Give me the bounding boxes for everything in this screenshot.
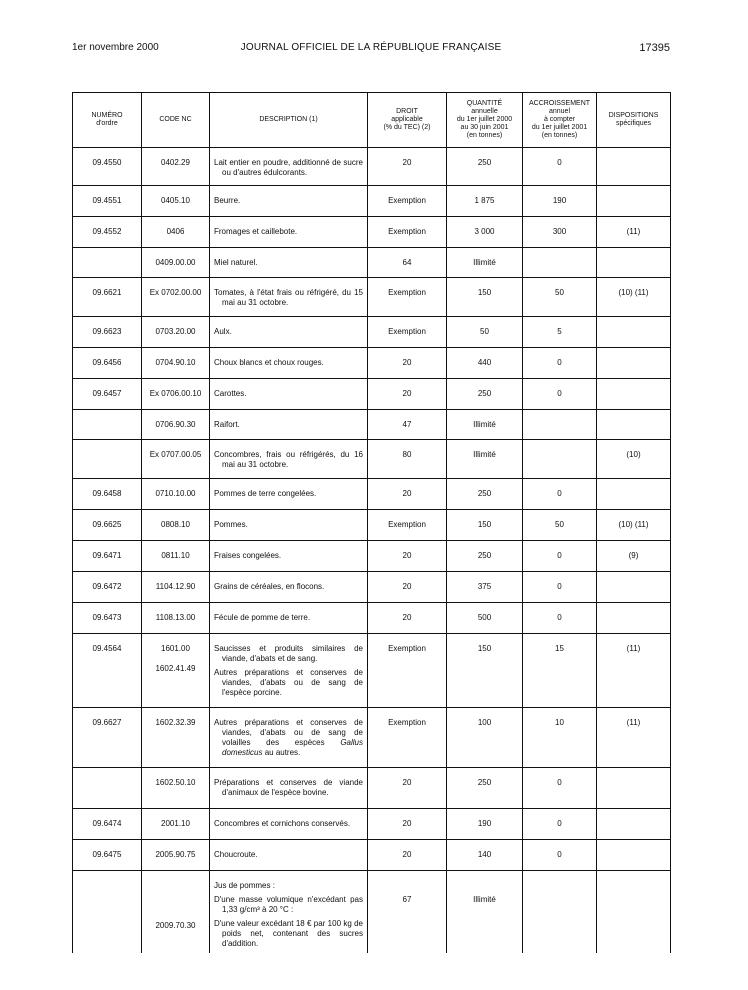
cell-quantite: 250 xyxy=(447,479,523,510)
cell-quantite: 1 875 xyxy=(447,186,523,217)
cell-description: Raifort. xyxy=(210,410,368,440)
cell-quantite: 150 xyxy=(447,634,523,708)
cell-code-nc: 0710.10.00 xyxy=(142,479,210,510)
table-row xyxy=(73,148,671,186)
cell-dispositions xyxy=(597,148,671,186)
cell-quantite: Illimité xyxy=(447,871,523,953)
column-header-description: DESCRIPTION (1) xyxy=(210,93,368,148)
cell-droit: 20 xyxy=(368,572,447,603)
cell-dispositions: (11) xyxy=(597,708,671,768)
cell-droit: 20 xyxy=(368,348,447,379)
cell-description: Beurre. xyxy=(210,186,368,217)
cell-droit: Exemption xyxy=(368,217,447,248)
cell-accroissement: 0 xyxy=(523,479,597,510)
cell-description: Choux blancs et choux rouges. xyxy=(210,348,368,379)
cell-code-nc: 1104.12.90 xyxy=(142,572,210,603)
cell-accroissement: 0 xyxy=(523,148,597,186)
header-page-number: 17395 xyxy=(639,42,670,54)
cell-numero xyxy=(73,440,142,479)
table-row xyxy=(73,871,671,953)
description-line: D'une masse volumique n'excédant pas 1,33 g/cm³ à 20 °C : xyxy=(214,895,363,914)
table-row xyxy=(73,603,671,634)
column-header-numero: NUMÉRO d'ordre xyxy=(73,93,142,148)
tariff-quota-table xyxy=(72,92,671,953)
cell-numero: 09.6623 xyxy=(73,317,142,348)
table-row xyxy=(73,634,671,708)
cell-dispositions: (10) xyxy=(597,440,671,479)
cell-droit: 64 xyxy=(368,248,447,278)
cell-dispositions: (11) xyxy=(597,217,671,248)
cell-description: Autres préparations et conserves de viandes, d'abats ou de sang de volailles des espèces Gallus domesticus au autres. xyxy=(210,708,368,768)
table-row xyxy=(73,572,671,603)
cell-code-nc: 0409.00.00 xyxy=(142,248,210,278)
cell-code-nc xyxy=(142,634,210,708)
cell-code-nc: 1602.50.10 xyxy=(142,768,210,809)
cell-dispositions xyxy=(597,840,671,871)
cell-numero xyxy=(73,768,142,809)
cell-quantite: Illimité xyxy=(447,440,523,479)
cell-numero: 09.6627 xyxy=(73,708,142,768)
cell-code-nc: 2009.70.30 xyxy=(142,871,210,953)
cell-code-nc: 0405.10 xyxy=(142,186,210,217)
cell-numero: 09.4550 xyxy=(73,148,142,186)
cell-dispositions: (10) (11) xyxy=(597,510,671,541)
header-journal-title: JOURNAL OFFICIEL DE LA RÉPUBLIQUE FRANÇAISE xyxy=(240,42,502,53)
cell-accroissement: 15 xyxy=(523,634,597,708)
cell-accroissement xyxy=(523,871,597,953)
cell-droit: 47 xyxy=(368,410,447,440)
table-row xyxy=(73,809,671,840)
cell-quantite: 500 xyxy=(447,603,523,634)
cell-code-nc: 0703.20.00 xyxy=(142,317,210,348)
cell-description: Carottes. xyxy=(210,379,368,410)
cell-numero: 09.4551 xyxy=(73,186,142,217)
cell-code-nc: 0811.10 xyxy=(142,541,210,572)
cell-dispositions xyxy=(597,186,671,217)
cell-quantite: 440 xyxy=(447,348,523,379)
table-row xyxy=(73,217,671,248)
cell-dispositions xyxy=(597,317,671,348)
cell-accroissement: 0 xyxy=(523,840,597,871)
cell-dispositions xyxy=(597,410,671,440)
cell-droit: 20 xyxy=(368,768,447,809)
cell-quantite: 50 xyxy=(447,317,523,348)
cell-code-nc: Ex 0706.00.10 xyxy=(142,379,210,410)
cell-numero xyxy=(73,410,142,440)
cell-description xyxy=(210,871,368,953)
cell-numero: 09.6457 xyxy=(73,379,142,410)
table-row xyxy=(73,768,671,809)
cell-quantite: Illimité xyxy=(447,248,523,278)
cell-accroissement: 0 xyxy=(523,379,597,410)
cell-numero: 09.4564 xyxy=(73,634,142,708)
cell-numero: 09.6458 xyxy=(73,479,142,510)
cell-quantite: 375 xyxy=(447,572,523,603)
cell-accroissement: 50 xyxy=(523,510,597,541)
cell-code-nc: 0402.29 xyxy=(142,148,210,186)
cell-dispositions xyxy=(597,603,671,634)
cell-accroissement: 0 xyxy=(523,768,597,809)
page-header xyxy=(72,42,670,56)
column-header-dispositions: DISPOSITIONS spécifiques xyxy=(597,93,671,148)
table-row xyxy=(73,348,671,379)
cell-numero: 09.6472 xyxy=(73,572,142,603)
column-header-quantite: QUANTITÉ annuelle du 1er juillet 2000 au 30 juin 2001 (en tonnes) xyxy=(447,93,523,148)
cell-code-nc-line: 1601.00 xyxy=(161,644,190,653)
cell-numero: 09.6621 xyxy=(73,278,142,317)
description-line: Autres préparations et conserves de viandes, d'abats ou de sang de l'espèce porcine. xyxy=(214,668,363,697)
cell-description: Tomates, à l'état frais ou réfrigéré, du 15 mai au 31 octobre. xyxy=(210,278,368,317)
cell-accroissement: 5 xyxy=(523,317,597,348)
cell-description: Préparations et conserves de viande d'animaux de l'espèce bovine. xyxy=(210,768,368,809)
cell-numero: 09.6473 xyxy=(73,603,142,634)
cell-description: Pommes. xyxy=(210,510,368,541)
cell-numero: 09.6456 xyxy=(73,348,142,379)
cell-quantite: 250 xyxy=(447,768,523,809)
cell-numero: 09.4552 xyxy=(73,217,142,248)
table-row xyxy=(73,541,671,572)
table-row xyxy=(73,840,671,871)
cell-droit: Exemption xyxy=(368,278,447,317)
cell-droit: Exemption xyxy=(368,317,447,348)
cell-code-nc-line: 1602.41.49 xyxy=(155,664,196,673)
cell-description: Concombres, frais ou réfrigérés, du 16 mai au 31 octobre. xyxy=(210,440,368,479)
column-header-droit: DROIT applicable (% du TEC) (2) xyxy=(368,93,447,148)
cell-droit: 20 xyxy=(368,148,447,186)
cell-numero: 09.6475 xyxy=(73,840,142,871)
cell-numero: 09.6625 xyxy=(73,510,142,541)
table-row xyxy=(73,278,671,317)
cell-description: Concombres et cornichons conservés. xyxy=(210,809,368,840)
cell-dispositions xyxy=(597,871,671,953)
table-row xyxy=(73,379,671,410)
cell-description xyxy=(210,634,368,708)
cell-quantite: 150 xyxy=(447,510,523,541)
cell-quantite: 250 xyxy=(447,148,523,186)
cell-droit: 20 xyxy=(368,379,447,410)
cell-code-nc: 0706.90.30 xyxy=(142,410,210,440)
cell-accroissement xyxy=(523,410,597,440)
table-row xyxy=(73,708,671,768)
cell-description: Fromages et caillebote. xyxy=(210,217,368,248)
table-header-row xyxy=(73,93,671,148)
cell-code-nc: Ex 0702.00.00 xyxy=(142,278,210,317)
cell-numero: 09.6471 xyxy=(73,541,142,572)
cell-accroissement xyxy=(523,248,597,278)
cell-dispositions: (10) (11) xyxy=(597,278,671,317)
cell-quantite: 250 xyxy=(447,541,523,572)
table-row xyxy=(73,410,671,440)
cell-dispositions xyxy=(597,479,671,510)
cell-accroissement: 50 xyxy=(523,278,597,317)
cell-dispositions xyxy=(597,809,671,840)
cell-description: Choucroute. xyxy=(210,840,368,871)
column-header-accroissement: ACCROISSEMENT annuel à compter du 1er juillet 2001 (en tonnes) xyxy=(523,93,597,148)
description-line: D'une valeur excédant 18 € par 100 kg de poids net, contenant des sucres d'addition. xyxy=(214,919,363,948)
cell-accroissement: 0 xyxy=(523,348,597,379)
cell-description: Grains de céréales, en flocons. xyxy=(210,572,368,603)
cell-code-nc: 2005.90.75 xyxy=(142,840,210,871)
cell-dispositions: (9) xyxy=(597,541,671,572)
cell-description: Fécule de pomme de terre. xyxy=(210,603,368,634)
cell-droit: Exemption xyxy=(368,708,447,768)
table-row xyxy=(73,248,671,278)
cell-accroissement: 0 xyxy=(523,541,597,572)
table-row xyxy=(73,186,671,217)
cell-description: Miel naturel. xyxy=(210,248,368,278)
cell-description: Fraises congelées. xyxy=(210,541,368,572)
cell-dispositions: (11) xyxy=(597,634,671,708)
cell-description: Lait entier en poudre, additionné de sucre ou d'autres édulcorants. xyxy=(210,148,368,186)
cell-numero xyxy=(73,871,142,953)
cell-code-nc: 2001.10 xyxy=(142,809,210,840)
cell-accroissement: 190 xyxy=(523,186,597,217)
cell-droit: 20 xyxy=(368,809,447,840)
cell-droit: 20 xyxy=(368,603,447,634)
cell-code-nc: Ex 0707.00.05 xyxy=(142,440,210,479)
cell-numero xyxy=(73,248,142,278)
table-row xyxy=(73,440,671,479)
cell-description: Aulx. xyxy=(210,317,368,348)
cell-accroissement: 0 xyxy=(523,572,597,603)
cell-quantite: 150 xyxy=(447,278,523,317)
cell-accroissement xyxy=(523,440,597,479)
cell-droit: Exemption xyxy=(368,634,447,708)
table-row xyxy=(73,317,671,348)
description-title: Jus de pommes : xyxy=(214,881,275,890)
cell-code-nc: 0808.10 xyxy=(142,510,210,541)
cell-code-nc: 0704.90.10 xyxy=(142,348,210,379)
cell-accroissement: 10 xyxy=(523,708,597,768)
cell-numero: 09.6474 xyxy=(73,809,142,840)
cell-droit: 20 xyxy=(368,479,447,510)
cell-code-nc: 1108.13.00 xyxy=(142,603,210,634)
cell-dispositions xyxy=(597,768,671,809)
cell-code-nc: 0406 xyxy=(142,217,210,248)
description-line: Saucisses et produits similaires de viande, d'abats et de sang. xyxy=(214,644,363,663)
cell-quantite: 100 xyxy=(447,708,523,768)
cell-droit: Exemption xyxy=(368,510,447,541)
column-header-code-nc: CODE NC xyxy=(142,93,210,148)
table-row xyxy=(73,510,671,541)
cell-droit: Exemption xyxy=(368,186,447,217)
cell-droit: 20 xyxy=(368,541,447,572)
cell-description: Pommes de terre congelées. xyxy=(210,479,368,510)
cell-dispositions xyxy=(597,379,671,410)
cell-droit: 20 xyxy=(368,840,447,871)
cell-droit: 67 xyxy=(368,871,447,953)
header-date: 1er novembre 2000 xyxy=(72,42,159,53)
cell-code-nc: 1602.32.39 xyxy=(142,708,210,768)
cell-accroissement: 0 xyxy=(523,809,597,840)
cell-dispositions xyxy=(597,348,671,379)
cell-droit: 80 xyxy=(368,440,447,479)
cell-quantite: 3 000 xyxy=(447,217,523,248)
cell-quantite: 140 xyxy=(447,840,523,871)
cell-quantite: Illimité xyxy=(447,410,523,440)
table-row xyxy=(73,479,671,510)
cell-dispositions xyxy=(597,572,671,603)
cell-accroissement: 300 xyxy=(523,217,597,248)
cell-quantite: 190 xyxy=(447,809,523,840)
cell-dispositions xyxy=(597,248,671,278)
cell-quantite: 250 xyxy=(447,379,523,410)
cell-accroissement: 0 xyxy=(523,603,597,634)
